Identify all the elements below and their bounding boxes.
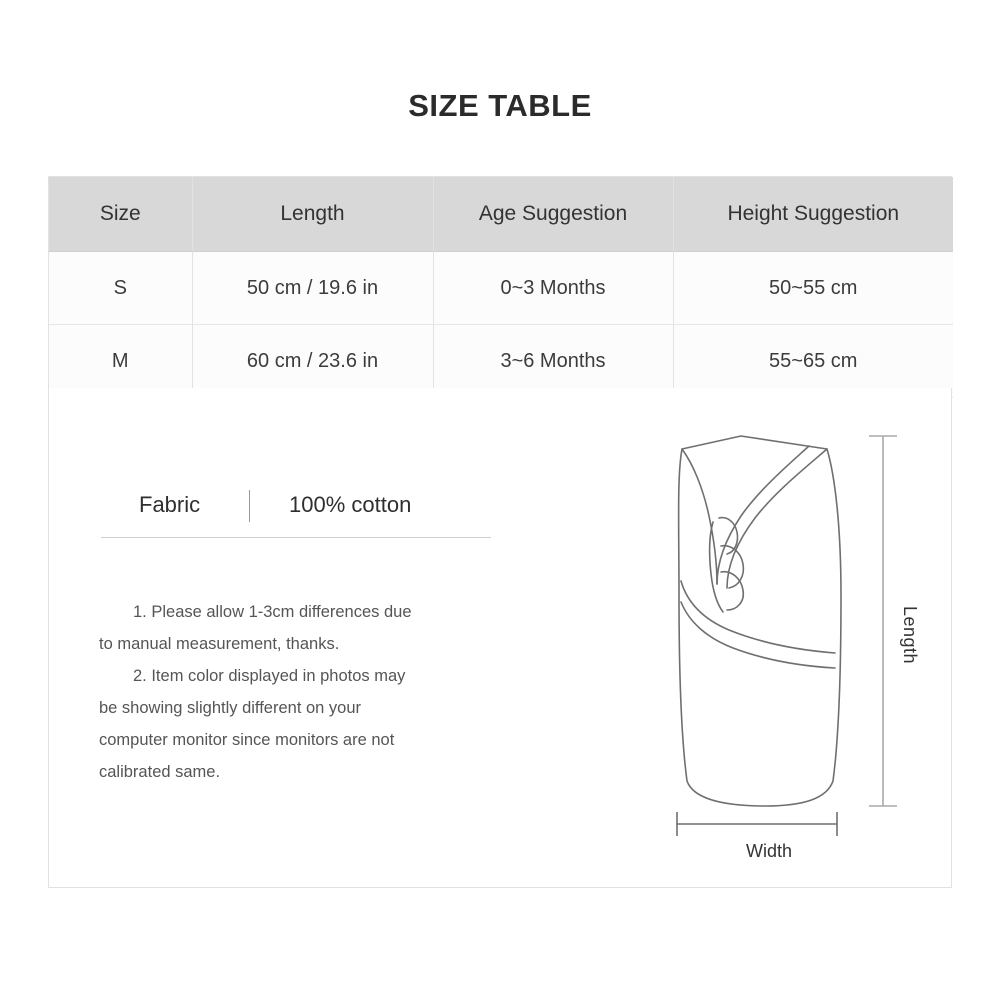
cell-size: M [49,325,192,398]
length-dimension-arrow [869,436,897,806]
note-line: calibrated same. [99,763,221,781]
note-line: to manual measurement, thanks. [99,635,340,653]
table-row [49,325,953,398]
column-header-size: Size [49,177,192,252]
note-line: 2. Item color displayed in photos may [133,667,406,685]
cell-age: 0~3 Months [433,252,673,325]
details-panel [48,388,952,888]
page-title: SIZE TABLE [408,88,592,123]
cell-length: 60 cm / 23.6 in [192,325,433,398]
fabric-label: Fabric [139,492,201,517]
table-row [49,252,953,325]
width-dimension-arrow [677,812,837,836]
cell-height: 50~55 cm [673,252,953,325]
length-dimension-label: Length [900,606,920,665]
note-line: be showing slightly different on your [99,699,362,717]
column-header-height-suggestion: Height Suggestion [673,177,953,252]
cell-height: 55~65 cm [673,325,953,398]
table-header-row [49,177,953,252]
width-dimension-label: Width [745,841,792,861]
notes-block [99,596,499,788]
column-header-age-suggestion: Age Suggestion [433,177,673,252]
fabric-row [101,488,491,538]
note-line: computer monitor since monitors are not [99,731,395,749]
swaddle-drawing [569,406,929,876]
size-table-container [48,176,952,398]
vertical-divider [249,490,250,522]
size-table [49,177,953,398]
fabric-value: 100% cotton [289,492,412,517]
product-illustration [569,406,929,876]
column-header-length: Length [192,177,433,252]
cell-length: 50 cm / 19.6 in [192,252,433,325]
cell-age: 3~6 Months [433,325,673,398]
note-line: 1. Please allow 1-3cm differences due [133,603,412,621]
cell-size: S [49,252,192,325]
